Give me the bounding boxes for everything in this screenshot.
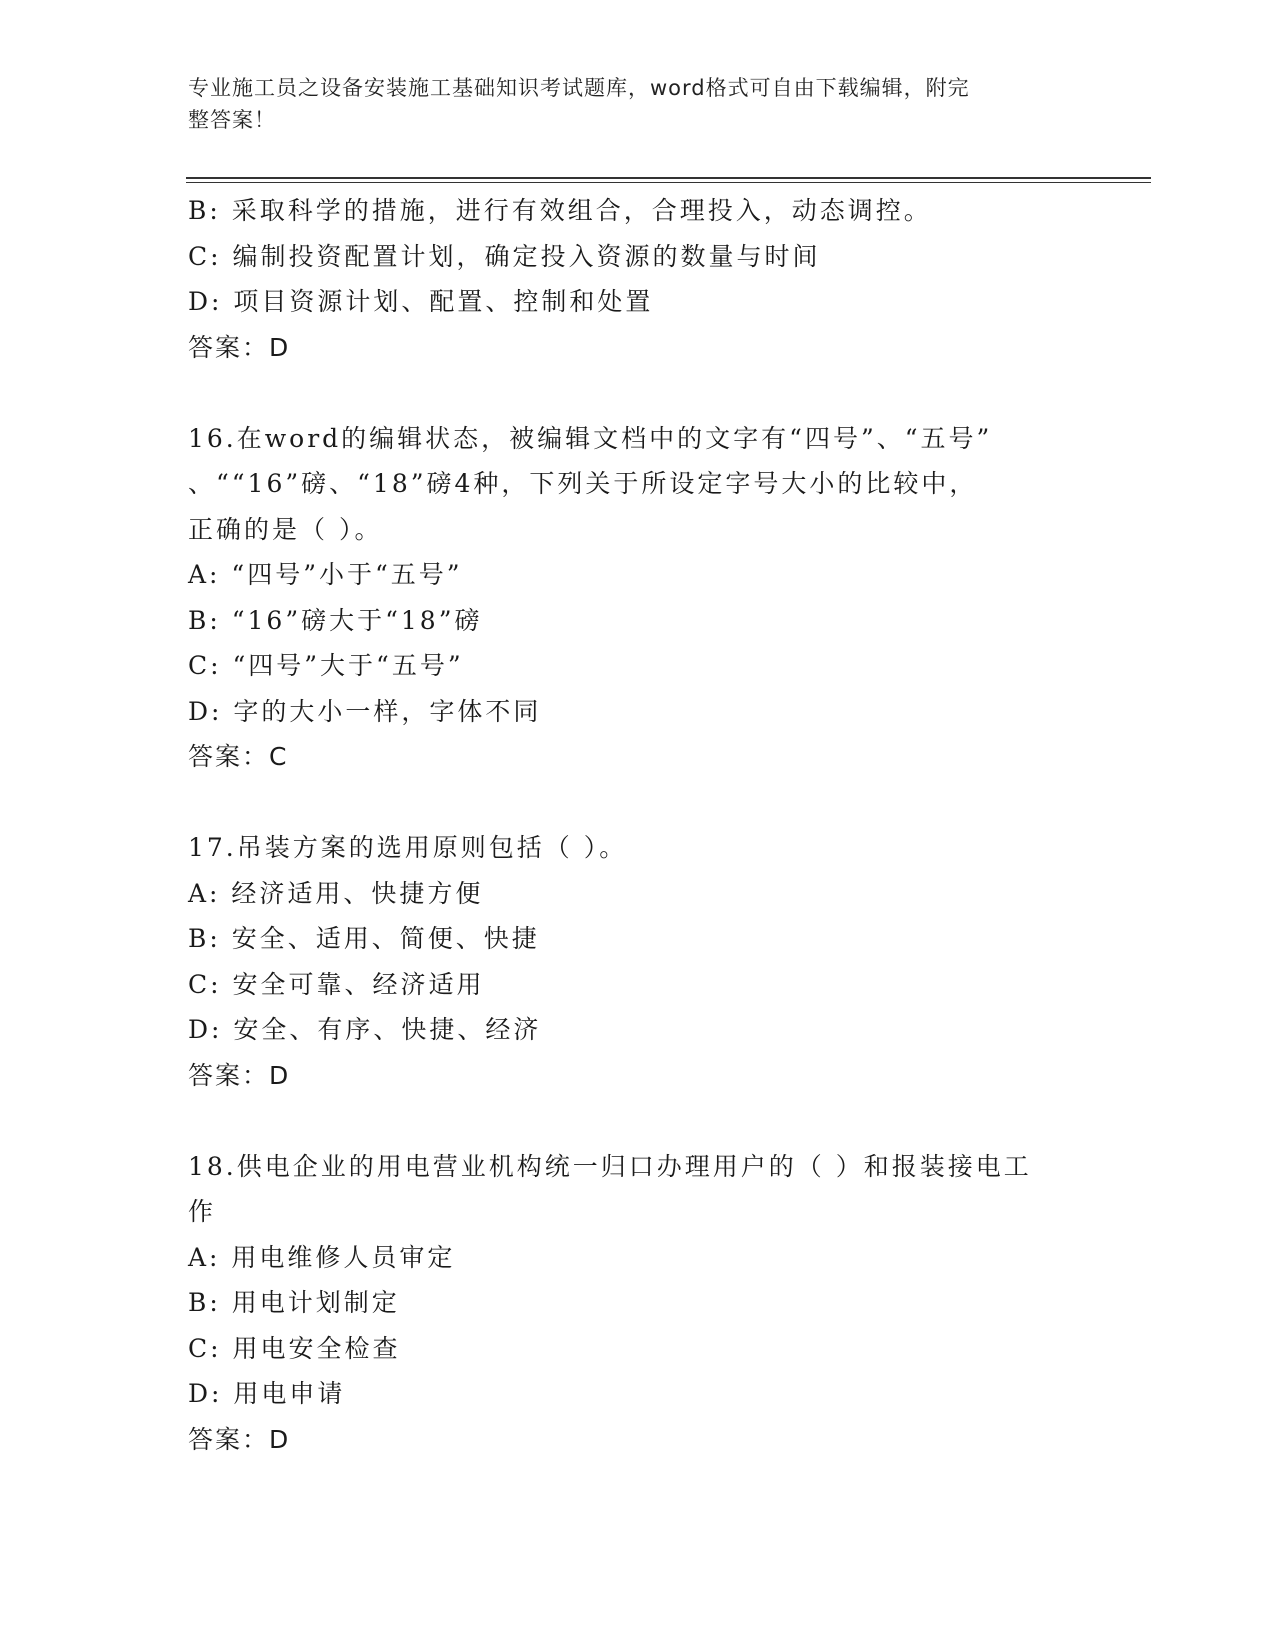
question-stem: 16.在word的编辑状态，被编辑文档中的文字有“四号”、“五号” [188,423,993,453]
question-16-block [188,416,1088,780]
question-stem: 17.吊装方案的选用原则包括（ ）。 [188,833,628,862]
spacer [188,780,1088,826]
answer-line: 答案：D [188,332,291,362]
header-divider-thick [186,177,1151,179]
answer-line: 答案：D [188,1060,291,1090]
option-a: A: “四号”小于“五号” [188,560,463,589]
question-stem: 、““16”磅、“18”磅4种，下列关于所设定字号大小的比较中， [188,469,978,498]
question-stem: 18.供电企业的用电营业机构统一归口办理用户的（ ）和报装接电工 [188,1151,1032,1181]
option-c: C: 编制投资配置计划，确定投入资源的数量与时间 [188,241,821,271]
answer-line: 答案：C [188,742,289,771]
option-d: D: 安全、有序、快捷、经济 [188,1015,542,1044]
answer-line: 答案：D [188,1424,291,1454]
option-a: A: 经济适用、快捷方便 [188,878,484,908]
partial-question-block [188,188,1088,370]
option-d: D: 字的大小一样，字体不同 [188,696,542,726]
header-line-1: 专业施工员之设备安装施工基础知识考试题库，word格式可自由下载编辑，附完 [188,76,970,100]
question-stem: 正确的是（ ）。 [188,514,383,544]
option-c: C: 安全可靠、经济适用 [188,969,485,999]
question-17-block [188,825,1088,1098]
option-d: D: 用电申请 [188,1379,346,1408]
option-b: B: 用电计划制定 [188,1288,400,1317]
spacer [188,1098,1088,1144]
header-divider-thin [186,182,1151,183]
question-content [188,188,1088,1462]
header-line-2: 整答案！ [188,108,276,132]
question-18-block [188,1144,1088,1463]
document-header [188,72,1068,136]
option-a: A: 用电维修人员审定 [188,1242,456,1272]
option-c: C: 用电安全检查 [188,1333,401,1363]
question-stem: 作 [188,1197,217,1226]
option-b: B: “16”磅大于“18”磅 [188,605,483,635]
option-d: D: 项目资源计划、配置、控制和处置 [188,287,654,316]
option-b: B: 安全、适用、简便、快捷 [188,924,540,953]
spacer [188,370,1088,416]
option-c: C: “四号”大于“五号” [188,651,464,680]
option-b: B: 采取科学的措施，进行有效组合，合理投入，动态调控。 [188,196,932,225]
